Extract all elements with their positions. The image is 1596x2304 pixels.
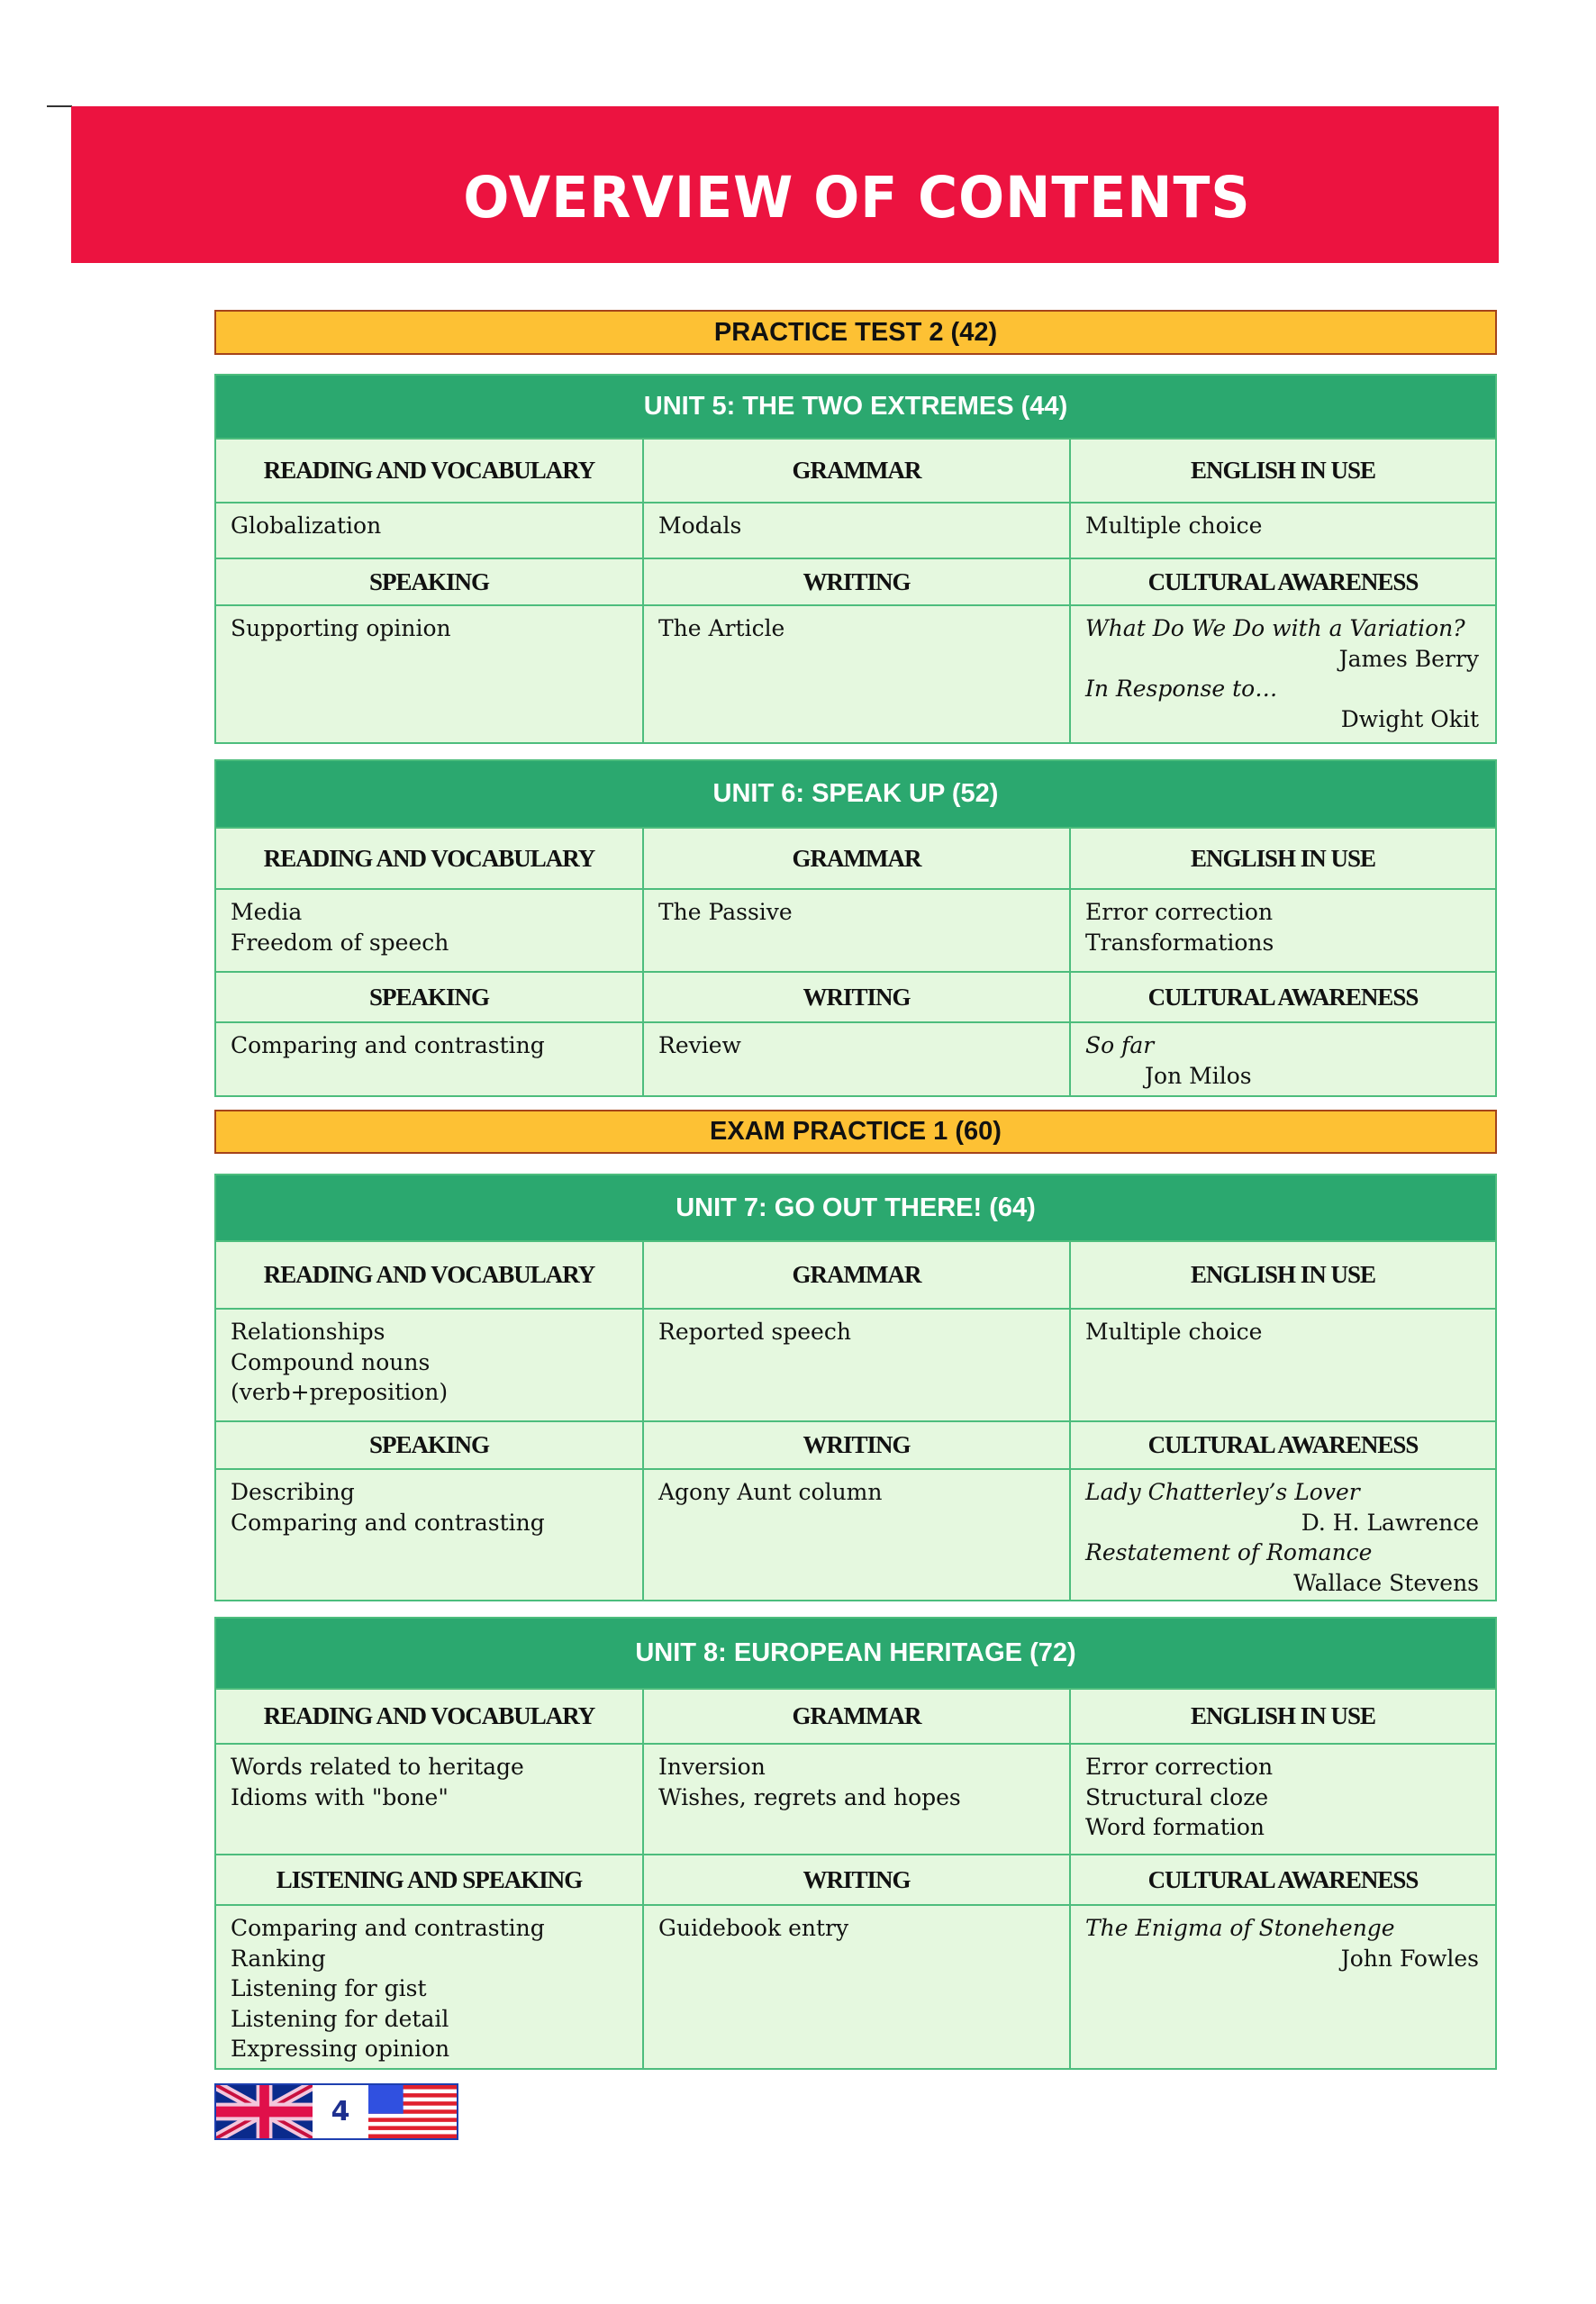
column-header: WRITING	[642, 559, 1069, 604]
content-cell	[1069, 606, 1495, 742]
literary-title: Lady Chatterley’s Lover	[1085, 1479, 1360, 1505]
content-cell	[642, 1906, 1069, 2068]
section-header-row	[216, 1854, 1495, 1904]
column-header: CULTURAL AWARENESS	[1069, 1855, 1495, 1904]
content-cell	[216, 1023, 642, 1095]
list-item: Describing	[231, 1479, 355, 1505]
list-item: Agony Aunt column	[658, 1479, 883, 1505]
section-content-row	[216, 1468, 1495, 1600]
content-cell	[216, 1310, 642, 1420]
list-item: Wishes, regrets and hopes	[658, 1783, 961, 1810]
content-cell	[216, 503, 642, 558]
list-item: Modals	[658, 513, 742, 539]
content-cell	[1069, 1023, 1495, 1095]
list-item: Error correction	[1085, 1754, 1274, 1780]
list-item: Structural cloze	[1085, 1783, 1269, 1810]
unit-title: UNIT 6: SPEAK UP (52)	[216, 761, 1495, 827]
uk-flag-icon	[216, 2085, 313, 2138]
list-item: Compound nouns	[231, 1348, 431, 1375]
column-header: GRAMMAR	[642, 829, 1069, 888]
column-header: LISTENING AND SPEAKING	[276, 1865, 583, 1893]
list-item: Error correction	[1085, 899, 1274, 925]
author-name: Jon Milos	[1145, 1062, 1252, 1089]
section-bar: EXAM PRACTICE 1 (60)	[214, 1110, 1497, 1154]
column-header: CULTURAL AWARENESS	[1069, 1422, 1495, 1468]
column-header: CULTURAL AWARENESS	[1069, 973, 1495, 1021]
section-content-row	[216, 1743, 1495, 1854]
content-cell	[1069, 503, 1495, 558]
list-item: Word formation	[1085, 1814, 1265, 1840]
column-header: READING AND VOCABULARY	[263, 1702, 595, 1729]
content-cell	[1069, 1906, 1495, 2068]
section-header-row	[216, 1688, 1495, 1743]
list-item: Transformations	[1085, 929, 1274, 956]
content-cell	[642, 1745, 1069, 1854]
column-header: READING AND VOCABULARY	[263, 844, 595, 872]
section-content-row	[216, 502, 1495, 558]
column-header: READING AND VOCABULARY	[263, 457, 595, 484]
list-item: The Article	[658, 615, 785, 641]
unit-table	[214, 1617, 1497, 2070]
list-item: (verb+preposition)	[231, 1379, 449, 1405]
page-number: 4	[313, 2085, 368, 2138]
content-cell	[642, 1470, 1069, 1600]
unit-title: UNIT 7: GO OUT THERE! (64)	[216, 1175, 1495, 1240]
column-header: GRAMMAR	[642, 1242, 1069, 1308]
column-header: SPEAKING	[368, 567, 490, 595]
column-header: SPEAKING	[368, 1431, 490, 1458]
list-item: Multiple choice	[1085, 1319, 1263, 1345]
list-item: Listening for gist	[231, 1975, 427, 2001]
page-title: OVERVIEW OF CONTENTS	[463, 165, 1251, 231]
column-header: READING AND VOCABULARY	[263, 1261, 595, 1288]
section-content-row	[216, 1021, 1495, 1095]
list-item: Words related to heritage	[231, 1754, 524, 1780]
column-header: ENGLISH IN USE	[1069, 1690, 1495, 1743]
column-header: GRAMMAR	[642, 1690, 1069, 1743]
author-name: Wallace Stevens	[1293, 1569, 1479, 1596]
content-cell	[642, 1023, 1069, 1095]
column-header: WRITING	[642, 1422, 1069, 1468]
column-header: CULTURAL AWARENESS	[1069, 559, 1495, 604]
top-rule	[47, 105, 72, 107]
content-cell	[216, 1470, 642, 1600]
list-item: Globalization	[231, 513, 382, 539]
list-item: The Passive	[658, 899, 793, 925]
list-item: Inversion	[658, 1754, 766, 1780]
content-cell	[216, 1906, 642, 2068]
content-cell	[216, 606, 642, 742]
author-name: Dwight Okit	[1340, 705, 1479, 732]
unit-title: UNIT 8: EUROPEAN HERITAGE (72)	[216, 1619, 1495, 1688]
content-cell	[216, 1745, 642, 1854]
section-content-row	[216, 604, 1495, 742]
list-item: Comparing and contrasting	[231, 1032, 545, 1058]
section-content-row	[216, 1308, 1495, 1420]
list-item: Freedom of speech	[231, 929, 449, 956]
list-item: Relationships	[231, 1319, 385, 1345]
column-header: WRITING	[642, 1855, 1069, 1904]
unit-table	[214, 759, 1497, 1097]
content-cell	[1069, 890, 1495, 971]
list-item: Idioms with "bone"	[231, 1783, 449, 1810]
literary-title: So far	[1085, 1032, 1155, 1058]
list-item: Reported speech	[658, 1319, 851, 1345]
literary-title: The Enigma of Stonehenge	[1085, 1915, 1395, 1941]
list-item: Multiple choice	[1085, 513, 1263, 539]
content-cell	[1069, 1470, 1495, 1600]
list-item: Review	[658, 1032, 741, 1058]
column-header: ENGLISH IN USE	[1069, 829, 1495, 888]
title-banner	[71, 106, 1499, 263]
section-bar: PRACTICE TEST 2 (42)	[214, 310, 1497, 355]
list-item: Supporting opinion	[231, 615, 451, 641]
list-item: Listening for detail	[231, 2005, 449, 2032]
section-header-row	[216, 971, 1495, 1021]
list-item: Media	[231, 899, 303, 925]
section-header-row	[216, 558, 1495, 604]
list-item: Ranking	[231, 1945, 326, 1972]
content-cell	[216, 890, 642, 971]
list-item: Comparing and contrasting	[231, 1509, 545, 1536]
author-name: D. H. Lawrence	[1301, 1509, 1479, 1536]
column-header: ENGLISH IN USE	[1069, 1242, 1495, 1308]
section-header-row	[216, 1240, 1495, 1308]
column-header: GRAMMAR	[642, 440, 1069, 502]
author-name: James Berry	[1338, 645, 1479, 672]
column-header: SPEAKING	[368, 983, 490, 1011]
unit-table	[214, 374, 1497, 744]
content-cell	[642, 606, 1069, 742]
literary-title: In Response to…	[1085, 676, 1278, 702]
section-header-row	[216, 1420, 1495, 1468]
content-cell	[1069, 1745, 1495, 1854]
literary-title: Restatement of Romance	[1085, 1539, 1373, 1565]
section-content-row	[216, 1904, 1495, 2068]
list-item: Expressing opinion	[231, 2036, 450, 2062]
list-item: Guidebook entry	[658, 1915, 849, 1941]
content-cell	[642, 890, 1069, 971]
column-header: WRITING	[642, 973, 1069, 1021]
author-name: John Fowles	[1340, 1945, 1479, 1972]
unit-title: UNIT 5: THE TWO EXTREMES (44)	[216, 376, 1495, 438]
section-header-row	[216, 438, 1495, 502]
section-header-row	[216, 827, 1495, 888]
page-number-badge	[214, 2083, 458, 2140]
us-flag-icon	[368, 2085, 457, 2138]
content-cell	[1069, 1310, 1495, 1420]
section-content-row	[216, 888, 1495, 971]
content-cell	[642, 503, 1069, 558]
content-cell	[642, 1310, 1069, 1420]
list-item: Comparing and contrasting	[231, 1915, 545, 1941]
literary-title: What Do We Do with a Variation?	[1085, 615, 1465, 641]
unit-table	[214, 1174, 1497, 1601]
column-header: ENGLISH IN USE	[1069, 440, 1495, 502]
